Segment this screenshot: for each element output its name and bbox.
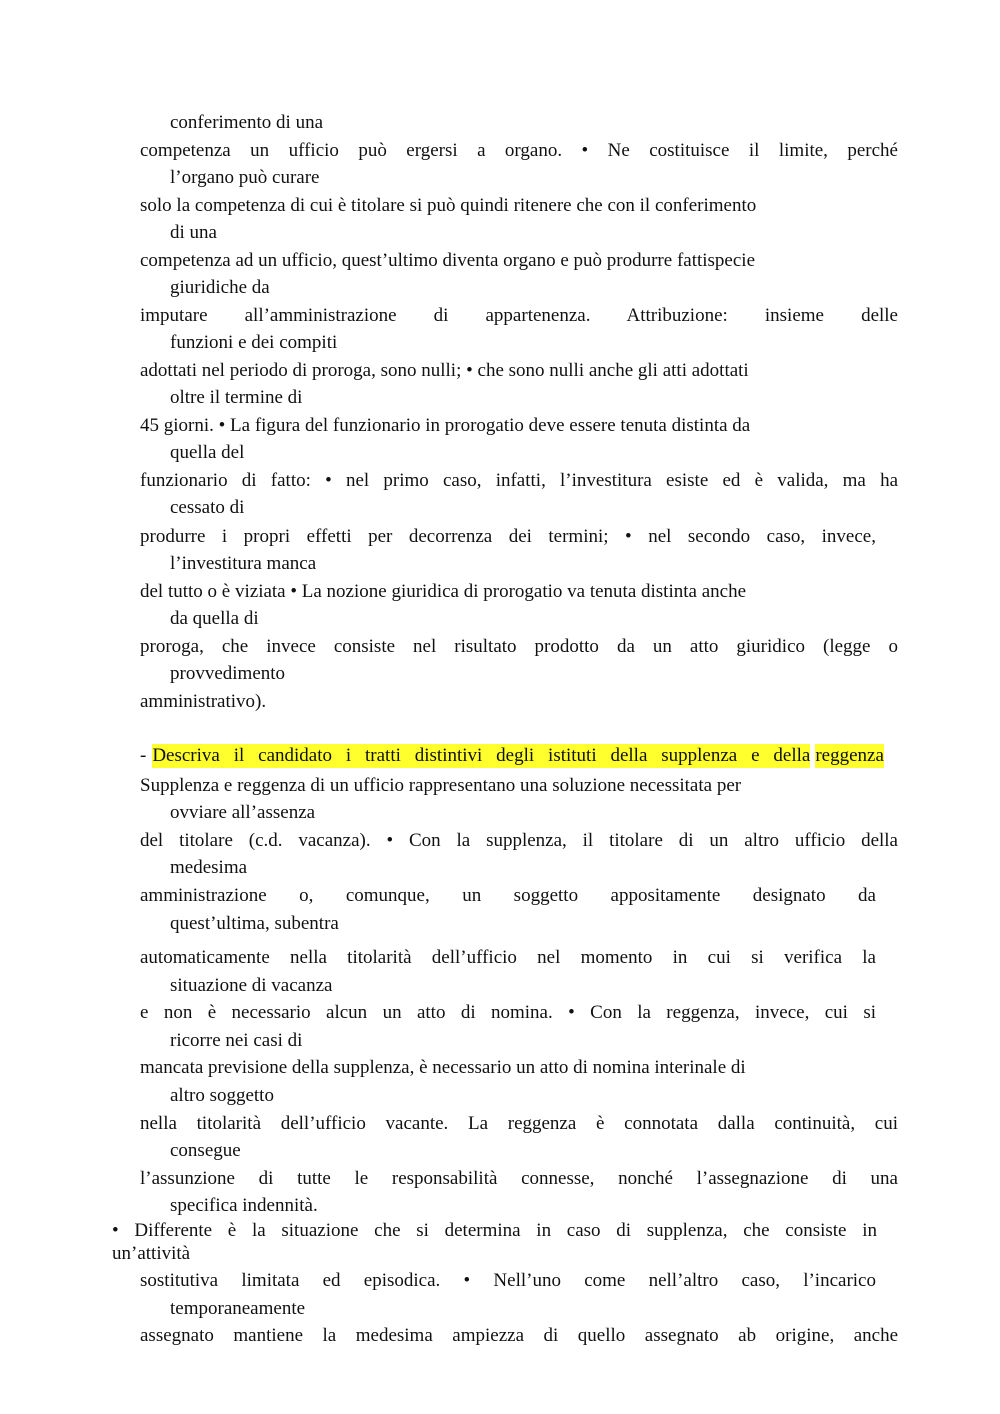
text-line: l’organo può curare (170, 167, 320, 188)
text-line: amministrativo). (140, 691, 267, 712)
text-line: imputare all’amministrazione di appartenenza. Attribuzione: insieme delle (140, 305, 898, 326)
text-line: sostitutiva limitata ed episodica. • Nell’uno come nell’altro caso, l’incarico (140, 1270, 876, 1291)
text-line: oltre il termine di (170, 387, 303, 408)
text-line: ovviare all’assenza (170, 802, 316, 823)
text-line: specifica indennità. (170, 1195, 318, 1216)
text-line: funzioni e dei compiti (170, 332, 338, 353)
text-line: mancata previsione della supplenza, è necessario un atto di nomina interinale di (140, 1057, 746, 1078)
text-line: e non è necessario alcun un atto di nomina. • Con la reggenza, invece, cui si (140, 1002, 876, 1023)
question-tail: reggenza (815, 745, 884, 766)
text-line: adottati nel periodo di proroga, sono nulli; • che sono nulli anche gli atti adottati (140, 360, 749, 381)
text-line: nella titolarità dell’ufficio vacante. La reggenza è connotata dalla continuità, cui (140, 1113, 898, 1134)
text-line: • Differente è la situazione che si determina in caso di supplenza, che consiste in (112, 1220, 877, 1241)
text-line: un’attività (112, 1243, 191, 1264)
text-line: solo la competenza di cui è titolare si può quindi ritenere che con il conferimento (140, 195, 757, 216)
text-line: Supplenza e reggenza di un ufficio rappresentano una soluzione necessitata per (140, 775, 742, 796)
text-line: 45 giorni. • La figura del funzionario in prorogatio deve essere tenuta distinta da (140, 415, 751, 436)
text-line: altro soggetto (170, 1085, 274, 1106)
text-line: automaticamente nella titolarità dell’ufficio nel momento in cui si verifica la (140, 947, 876, 968)
text-line: di una (170, 222, 217, 243)
text-line: proroga, che invece consiste nel risultato prodotto da un atto giuridico (legge o (140, 636, 898, 657)
text-line: funzionario di fatto: • nel primo caso, infatti, l’investitura esiste ed è valida, ma ha (140, 470, 898, 491)
text-line: da quella di (170, 608, 259, 629)
text-line: medesima (170, 857, 248, 878)
text-line: ricorre nei casi di (170, 1030, 303, 1051)
text-line: situazione di vacanza (170, 975, 333, 996)
text-line: quella del (170, 442, 245, 463)
text-line: del titolare (c.d. vacanza). • Con la supplenza, il titolare di un altro ufficio della (140, 830, 898, 851)
text-line: cessato di (170, 497, 245, 518)
text-line: produrre i propri effetti per decorrenza dei termini; • nel secondo caso, invece, (140, 526, 876, 547)
text-line: del tutto o è viziata • La nozione giuridica di prorogatio va tenuta distinta anche (140, 581, 747, 602)
text-line: consegue (170, 1140, 241, 1161)
question-dash: - (140, 745, 147, 766)
text-line: amministrazione o, comunque, un soggetto appositamente designato da (140, 885, 876, 906)
text-line: provvedimento (170, 663, 286, 684)
question-line (140, 744, 898, 768)
text-line: assegnato mantiene la medesima ampiezza di quello assegnato ab origine, anche (140, 1325, 898, 1346)
text-line: l’investitura manca (170, 553, 317, 574)
text-line: quest’ultima, subentra (170, 913, 339, 934)
text-line: conferimento di una (170, 112, 324, 133)
text-line: competenza ad un ufficio, quest’ultimo diventa organo e può produrre fattispecie (140, 250, 756, 271)
text-line: l’assunzione di tutte le responsabilità connesse, nonché l’assegnazione di una (140, 1168, 898, 1189)
text-line: competenza un ufficio può ergersi a organo. • Ne costituisce il limite, perché (140, 140, 898, 161)
text-line: temporaneamente (170, 1298, 306, 1319)
text-line: giuridiche da (170, 277, 270, 298)
question-text: Descriva il candidato i tratti distintivi degli istituti della supplenza e della (152, 745, 811, 766)
